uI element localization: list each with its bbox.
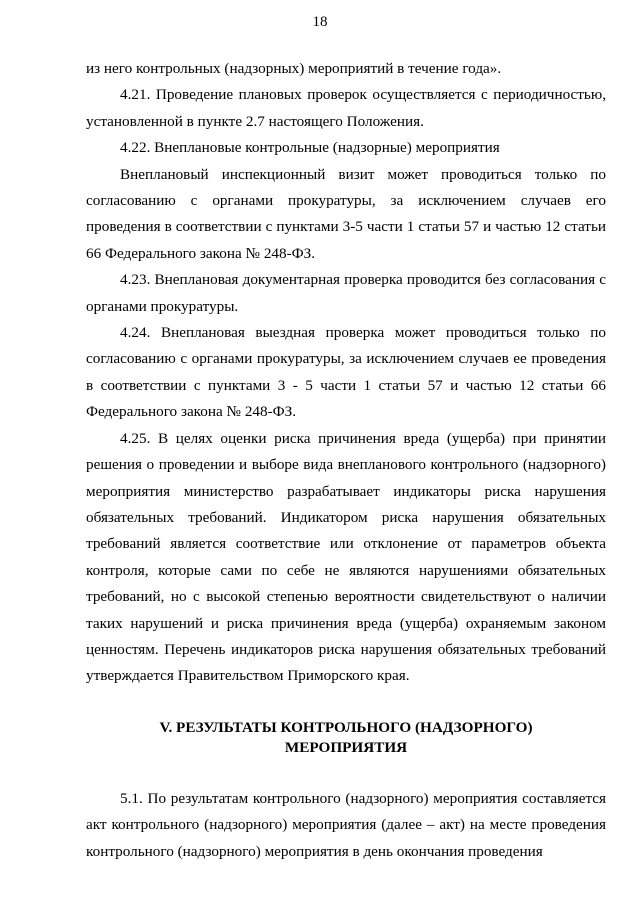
paragraph-continuation: из него контрольных (надзорных) мероприятий в течение года». — [86, 60, 502, 77]
paragraph-4-22: 4.22. Внеплановые контрольные (надзорные) мероприятия — [120, 139, 500, 157]
paragraph-5-1: 5.1. По результатам контрольного (надзорного) мероприятия составляется акт контрольного (надзорного) мероприятия (далее – акт) на месте проведения контрольного (надзорного) мероприятия в день окончания проведения — [86, 789, 606, 860]
document-body — [86, 56, 606, 865]
paragraphs-after-section — [86, 786, 606, 865]
paragraph-4-21: 4.21. Проведение плановых проверок осуществляется с периодичностью, установленной в пункте 2.7 настоящего Положения. — [86, 86, 606, 130]
section-heading-line-2: МЕРОПРИЯТИЯ — [284, 738, 408, 756]
section-heading — [86, 718, 606, 758]
paragraph-4-23: 4.23. Внеплановая документарная проверка проводится без согласования с органами прокуратуры. — [86, 271, 606, 315]
section-heading-line-1: V. РЕЗУЛЬТАТЫ КОНТРОЛЬНОГО (НАДЗОРНОГО) — [159, 718, 533, 736]
paragraphs-before-section — [86, 56, 606, 690]
paragraph-unplanned-visit: Внеплановый инспекционный визит может проводиться только по согласованию с органами прокуратуры, за исключением случаев его проведения в соответствии с пунктами 3-5 части 1 статьи 57 и частью 12 статьи 66 Федерального закона № 248-ФЗ. — [86, 165, 606, 262]
paragraph-4-24: 4.24. Внеплановая выездная проверка может проводиться только по согласованию с органами прокуратуры, за исключением случаев ее проведения в соответствии с пунктами 3 - 5 части 1 статьи 57 и частью 12 статьи 66 Федерального закона № 248-ФЗ. — [86, 324, 606, 421]
paragraph-4-25: 4.25. В целях оценки риска причинения вреда (ущерба) при принятии решения о проведении и выборе вида внепланового контрольного (надзорного) мероприятия министерство разрабатывает индикаторы риска нарушения обязательных требований. Индикатором риска нарушения обязательных требований является соответствие или отклонение от параметров объекта контроля, которые сами по себе не являются нарушениями обязательных требований, но с высокой степенью вероятности свидетельствуют о наличии таких нарушений и риска причинения вреда (ущерба) охраняемым законом ценностям. Перечень индикаторов риска нарушения обязательных требований утверждается Правительством Приморского края. — [86, 429, 606, 685]
page-number: 18 — [312, 14, 328, 30]
